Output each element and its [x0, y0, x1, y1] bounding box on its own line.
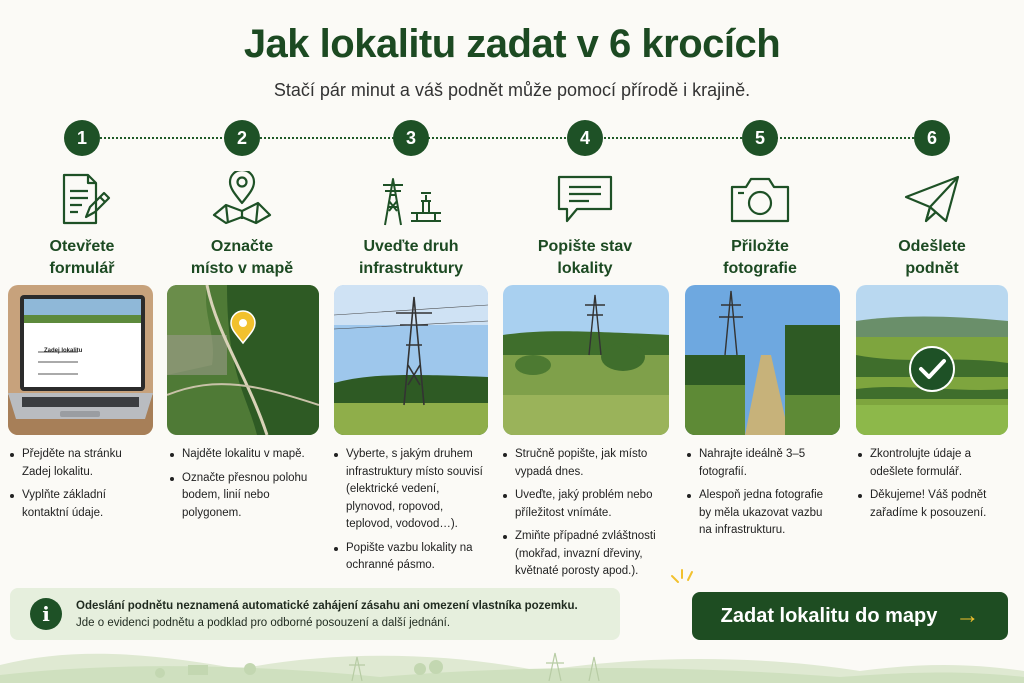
step-6-bullets — [858, 446, 1008, 528]
step-title: Otevřete formulář — [49, 238, 115, 277]
step-2-bullets — [170, 446, 310, 528]
camera-icon — [678, 168, 842, 230]
info-icon: i — [30, 598, 62, 630]
bullet-item: Děkujeme! Váš podnět zařadíme k posouzení. — [858, 487, 1008, 522]
step-3-bullets — [334, 446, 484, 581]
bullet-item: Uveďte, jaký problém nebo příležitost vnímáte. — [503, 487, 663, 522]
bullet-item: Zkontrolujte údaje a odešlete formulář. — [858, 446, 1008, 481]
bullet-item: Zmiňte případné zvláštnosti (mokřad, invazní dřeviny, květnaté porosty apod.). — [503, 528, 663, 581]
bullet-item: Vyplňte základní kontaktní údaje. — [10, 487, 150, 522]
step-number: 1 — [64, 120, 100, 156]
step-4-bullets — [503, 446, 663, 587]
bullet-item: Přejděte na stránku Zadej lokalitu. — [10, 446, 150, 481]
landscape-check-photo — [856, 285, 1008, 435]
step-title: Označte místo v mapě — [190, 238, 294, 277]
sparkle-decoration — [668, 568, 698, 594]
info-line-1: Odeslání podnětu neznamená automatické zahájení zásahu ani omezení vlastníka pozemku. — [76, 600, 578, 612]
bullet-item: Popište vazbu lokality na ochranné pásmo. — [334, 540, 484, 575]
step-6 — [850, 120, 1014, 280]
step-number: 4 — [567, 120, 603, 156]
map-pin-icon — [160, 168, 324, 230]
info-notice — [10, 588, 620, 640]
info-line-2: Jde o evidenci podnětu a podklad pro odborné posouzení a další jednání. — [76, 617, 451, 629]
bullet-item: Najděte lokalitu v mapě. — [170, 446, 310, 464]
pylon-photo-1 — [334, 285, 488, 435]
step-title: Odešlete podnět — [898, 238, 966, 277]
step-3 — [329, 120, 493, 280]
page-title: Jak lokalitu zadat v 6 krocích — [243, 22, 781, 66]
step-4 — [503, 120, 667, 280]
laptop-form-photo — [8, 285, 153, 435]
step-1-bullets — [10, 446, 150, 528]
landscape-footer-decoration — [0, 645, 1024, 683]
step-number: 5 — [742, 120, 778, 156]
meadow-photo — [503, 285, 669, 435]
step-5 — [678, 120, 842, 280]
step-number: 3 — [393, 120, 429, 156]
bullet-item: Označte přesnou polohu bodem, linií nebo polygonem. — [170, 470, 310, 523]
step-number: 6 — [914, 120, 950, 156]
aerial-map-photo — [167, 285, 319, 435]
arrow-right-icon: → — [955, 602, 980, 629]
step-title: Přiložte fotografie — [723, 238, 797, 277]
bullet-item: Nahrajte ideálně 3–5 fotografií. — [687, 446, 837, 481]
step-title: Popište stav lokality — [537, 238, 633, 277]
corridor-photo — [685, 285, 840, 435]
step-2 — [160, 120, 324, 280]
bullet-item: Vyberte, s jakým druhem infrastruktury místo souvisí (elektrické vedení, plynovod, ropovod, teplovod, vodovod…). — [334, 446, 484, 534]
step-1 — [0, 120, 164, 280]
add-location-button[interactable] — [692, 592, 1008, 640]
bullet-item: Alespoň jedna fotografie by měla ukazovat vazbu na infrastrukturu. — [687, 487, 837, 540]
paper-plane-icon — [850, 168, 1014, 230]
step-title: Uveďte druh infrastruktury — [358, 238, 464, 277]
cta-label: Zadat lokalitu do mapy — [720, 604, 938, 627]
step-5-bullets — [687, 446, 837, 546]
step-number: 2 — [224, 120, 260, 156]
screen-title: Zadej lokalitu — [44, 348, 83, 354]
pylon-pipe-icon — [329, 168, 493, 230]
bullet-item: Stručně popište, jak místo vypadá dnes. — [503, 446, 663, 481]
page-subtitle: Stačí pár minut a váš podnět může pomocí přírodě i krajině. — [273, 80, 751, 100]
chat-bubble-icon — [503, 168, 667, 230]
form-pen-icon — [0, 168, 164, 230]
